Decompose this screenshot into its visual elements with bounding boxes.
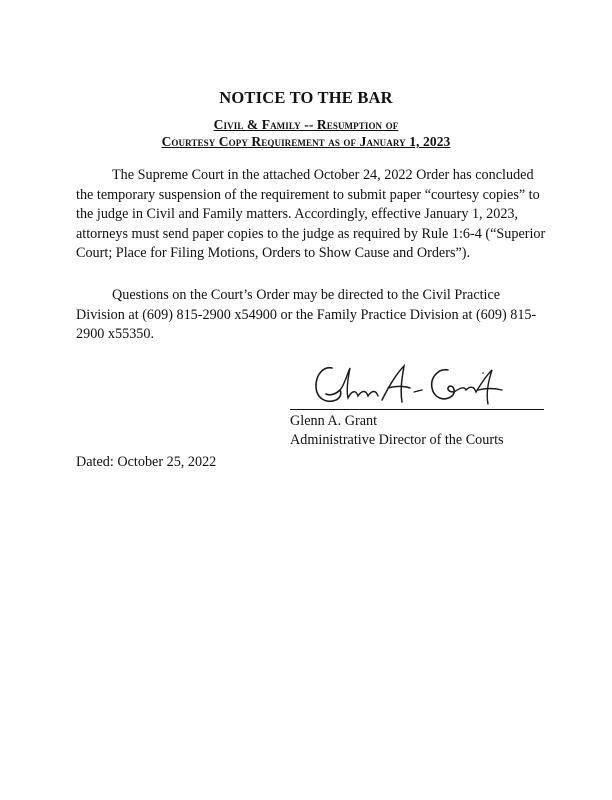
notice-paragraph-2 bbox=[76, 286, 546, 345]
notice-subtitle-line1: Civil & Family -- Resumption of bbox=[213, 117, 399, 132]
signature-line bbox=[290, 409, 544, 410]
signer-name: Glenn A. Grant bbox=[290, 413, 378, 429]
paragraph-2-text: Questions on the Court’s Order may be directed to the Civil Practice Division at (609) 815-2900 x54900 or the Family Practice Division at (609) 815-2900 x55350. bbox=[76, 287, 537, 343]
signer-title: Administrative Director of the Courts bbox=[290, 432, 504, 448]
paragraph-1-text: The Supreme Court in the attached October 24, 2022 Order has concluded the temporary suspension of the requirement to submit paper “courtesy copies” to the judge in Civil and Family matters. Accordingly, effective January 1, 2023, attorneys must send paper copies to the judge as required by Rule 1:6-4 (“Superior Court; Place for Filing Motions, Orders to Show Cause and Orders”). bbox=[76, 167, 546, 262]
handwritten-signature bbox=[288, 360, 548, 412]
dated-line: Dated: October 25, 2022 bbox=[76, 454, 217, 470]
stray-mark bbox=[482, 372, 484, 374]
notice-subtitle-line2: Courtesy Copy Requirement as of January 1, 2023 bbox=[161, 134, 451, 149]
notice-paragraph-1 bbox=[76, 166, 546, 264]
notice-title: NOTICE TO THE BAR bbox=[219, 88, 393, 107]
